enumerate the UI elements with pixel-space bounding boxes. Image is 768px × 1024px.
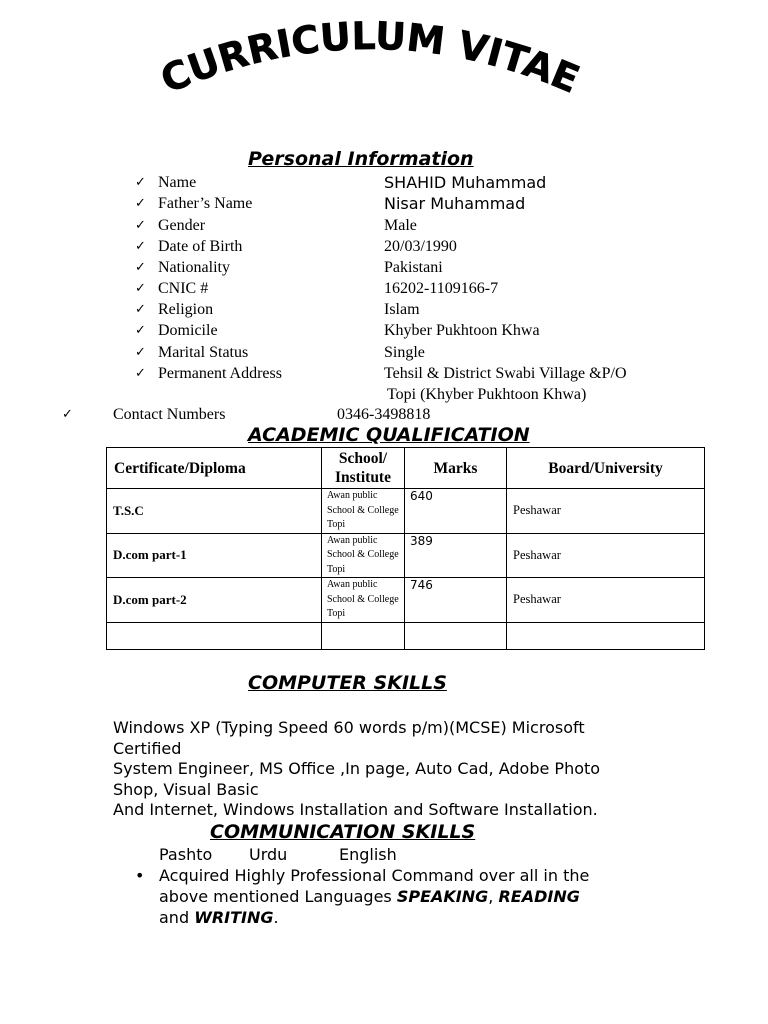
communication-skills-heading: COMMUNICATION SKILLS (210, 821, 476, 843)
speaking-emphasis: SPEAKING (396, 887, 489, 906)
reading-emphasis: READING (498, 887, 580, 906)
table-row-empty (107, 622, 705, 649)
personal-info-value: 16202-1109166-7 (384, 280, 499, 297)
contact-value: 0346-3498818 (337, 406, 431, 423)
check-icon: ✓ (135, 218, 146, 233)
personal-info-value: Khyber Pukhtoon Khwa (384, 322, 540, 339)
computer-skills-text (113, 718, 600, 821)
personal-info-value: Tehsil & District Swabi Village &P/O (384, 365, 627, 382)
personal-info-value: Islam (384, 301, 420, 318)
table-row (107, 533, 705, 578)
contact-label: Contact Numbers (113, 406, 226, 423)
check-icon: ✓ (62, 407, 73, 422)
board-cell: Peshawar (507, 533, 705, 578)
school-cell: Awan public School & College Topi (322, 489, 405, 534)
comm-line-2 (159, 886, 589, 907)
cert-cell: D.com part-2 (107, 578, 322, 623)
empty-cell (107, 622, 322, 649)
check-icon: ✓ (135, 302, 146, 317)
bullet-icon: • (135, 866, 145, 885)
personal-info-value: 20/03/1990 (384, 238, 457, 255)
skills-line: Shop, Visual Basic (113, 779, 259, 799)
comm-line-2-text: above mentioned Languages (159, 887, 392, 906)
personal-info-label: Father’s Name (158, 195, 253, 212)
comm-end: . (273, 908, 279, 927)
skills-line: Certified (113, 738, 182, 758)
computer-skills-heading: COMPUTER SKILLS (248, 672, 447, 694)
personal-info-label: Religion (158, 301, 214, 318)
header-marks: Marks (405, 448, 507, 489)
cert-cell: D.com part-1 (107, 533, 322, 578)
school-cell: Awan public School & College Topi (322, 578, 405, 623)
personal-info-label: Domicile (158, 322, 218, 339)
cv-title-text: CURRICULUM VITAE (154, 18, 586, 102)
comm-line-3 (159, 907, 589, 928)
personal-info-label: Date of Birth (158, 238, 243, 255)
skills-line: Windows XP (Typing Speed 60 words p/m)(MCSE) Microsoft (113, 718, 585, 737)
check-icon: ✓ (135, 196, 146, 211)
check-icon: ✓ (135, 323, 146, 338)
check-icon: ✓ (135, 175, 146, 190)
empty-cell (405, 622, 507, 649)
check-icon: ✓ (135, 345, 146, 360)
marks-cell: 746 (405, 578, 507, 623)
check-icon: ✓ (135, 260, 146, 275)
personal-info-label: Permanent Address (158, 365, 282, 382)
personal-info-value: Single (384, 344, 425, 361)
language-item: Urdu (249, 845, 288, 864)
personal-info-label: Name (158, 174, 197, 191)
skills-line: And Internet, Windows Installation and Software Installation. (113, 800, 598, 819)
check-icon: ✓ (135, 366, 146, 381)
check-icon: ✓ (135, 281, 146, 296)
personal-info-label: CNIC # (158, 280, 209, 297)
communication-text (159, 865, 589, 928)
personal-info-label: Marital Status (158, 344, 249, 361)
language-item: Pashto (159, 845, 213, 864)
personal-info-value-continued: Topi (Khyber Pukhtoon Khwa) (387, 386, 587, 403)
academic-table (106, 447, 705, 650)
header-school: School/ Institute (322, 448, 405, 489)
empty-cell (322, 622, 405, 649)
empty-cell (507, 622, 705, 649)
board-cell: Peshawar (507, 489, 705, 534)
language-item: English (339, 845, 397, 864)
comm-line-1: Acquired Highly Professional Command over all in the (159, 866, 590, 885)
personal-info-value: Male (384, 217, 417, 234)
marks-cell: 640 (405, 489, 507, 534)
table-row (107, 489, 705, 534)
personal-info-label: Nationality (158, 259, 230, 276)
personal-info-value: Nisar Muhammad (384, 194, 526, 213)
personal-info-value: Pakistani (384, 259, 443, 276)
personal-info-heading: Personal Information (248, 148, 474, 170)
svg-text:CURRICULUM VITAE (154, 18, 585, 102)
cert-cell: T.S.C (107, 489, 322, 534)
header-board: Board/University (507, 448, 705, 489)
board-cell: Peshawar (507, 578, 705, 623)
header-certificate: Certificate/Diploma (107, 448, 322, 489)
academic-header-row (107, 448, 705, 489)
skills-line: System Engineer, MS Office ,In page, Auto Cad, Adobe Photo (113, 759, 601, 778)
personal-info-label: Gender (158, 217, 206, 234)
table-row (107, 578, 705, 623)
school-cell: Awan public School & College Topi (322, 533, 405, 578)
check-icon: ✓ (135, 239, 146, 254)
academic-heading: ACADEMIC QUALIFICATION (248, 424, 530, 446)
writing-emphasis: WRITING (194, 908, 274, 927)
comm-and: and (159, 908, 190, 927)
marks-cell: 389 (405, 533, 507, 578)
comm-sep: , (488, 887, 494, 906)
personal-info-value: SHAHID Muhammad (384, 173, 547, 192)
cv-title (140, 18, 600, 118)
